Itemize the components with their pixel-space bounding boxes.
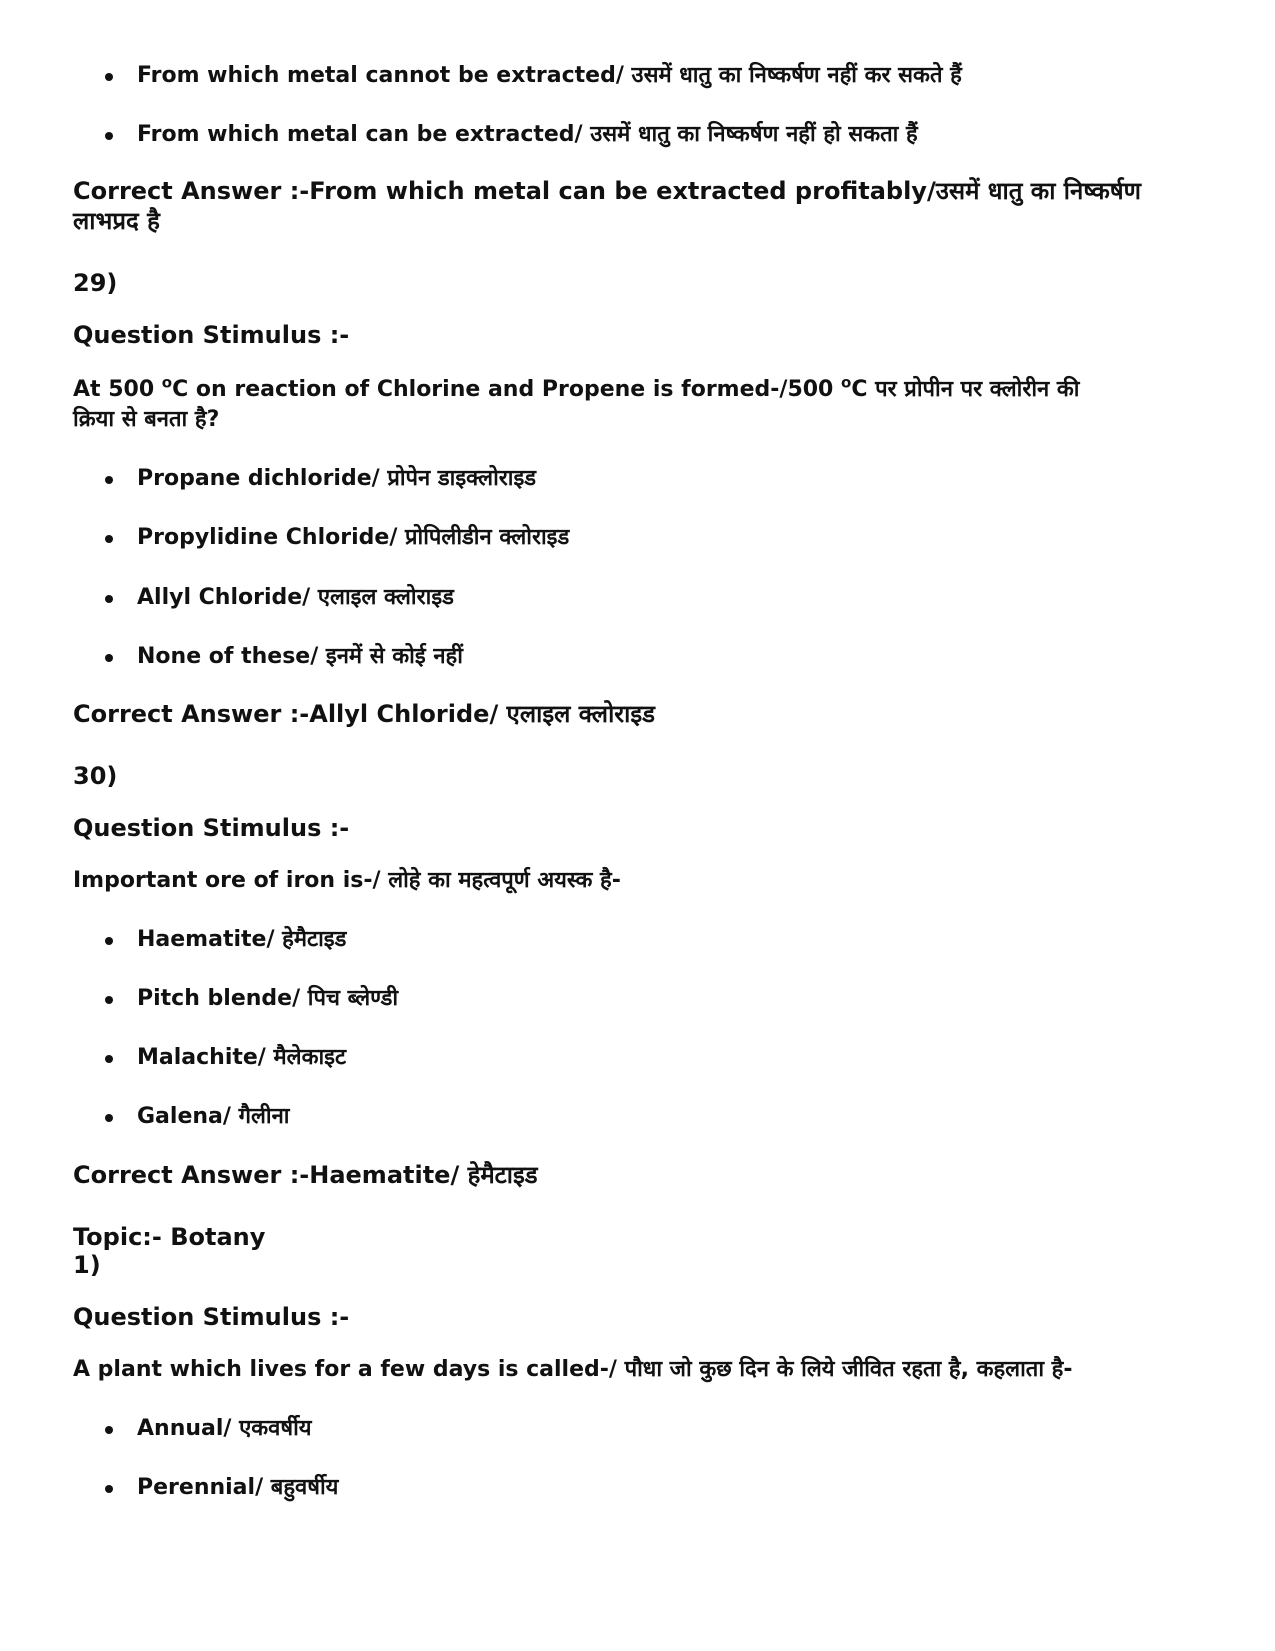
question-stimulus-label: Question Stimulus :- <box>73 814 350 842</box>
bullet-icon <box>105 1426 113 1434</box>
topic-heading: Topic:- Botany <box>73 1223 266 1251</box>
option-text: Pitch blende/ पिच ब्लेण्डी <box>137 986 399 1011</box>
bullet-icon <box>105 654 113 662</box>
option-text: Propylidine Chloride/ प्रोपिलीडीन क्लोराइड <box>137 525 570 550</box>
bullet-icon <box>105 996 113 1004</box>
correct-answer: Correct Answer :-Allyl Chloride/ एलाइल क्लोराइड <box>73 700 655 728</box>
bullet-icon <box>105 1114 113 1122</box>
option-text: Galena/ गैलीना <box>137 1104 290 1129</box>
bullet-icon <box>105 1485 113 1493</box>
question-text: A plant which lives for a few days is called-/ पौधा जो कुछ दिन के लिये जीवित रहता है, कहलाता है- <box>73 1357 1073 1382</box>
option-text: Annual/ एकवर्षीय <box>137 1416 312 1441</box>
bullet-icon <box>105 73 113 81</box>
option-text: Perennial/ बहुवर्षीय <box>137 1475 339 1500</box>
correct-answer: Correct Answer :-Haematite/ हेमैटाइड <box>73 1161 538 1189</box>
bullet-icon <box>105 476 113 484</box>
bullet-icon <box>105 595 113 603</box>
option-text: None of these/ इनमें से कोई नहीं <box>137 644 463 669</box>
question-text: At 500 $^o$C on reaction of Chlorine and Propene is formed-/500 $^o$C पर प्रोपीन पर क्लोरीन की <box>73 373 1080 402</box>
option-text: Malachite/ मैलेकाइट <box>137 1045 347 1070</box>
correct-answer: Correct Answer :-From which metal can be extracted profitably/उसमें धातु का निष्कर्षण <box>73 177 1141 205</box>
correct-answer-cont: लाभप्रद है <box>73 207 160 235</box>
option-text: From which metal can be extracted/ उसमें धातु का निष्कर्षण नहीं हो सकता हैं <box>137 122 918 147</box>
question-text-cont: क्रिया से बनता है? <box>73 407 220 432</box>
question-number: 1) <box>73 1251 101 1279</box>
option-text: Allyl Chloride/ एलाइल क्लोराइड <box>137 585 454 610</box>
bullet-icon <box>105 937 113 945</box>
option-text: Propane dichloride/ प्रोपेन डाइक्लोराइड <box>137 466 537 491</box>
bullet-icon <box>105 535 113 543</box>
question-number: 30) <box>73 762 118 790</box>
question-stimulus-label: Question Stimulus :- <box>73 321 350 349</box>
option-text: From which metal cannot be extracted/ उसमें धातु का निष्कर्षण नहीं कर सकते हैं <box>137 63 962 88</box>
option-text: Haematite/ हेमैटाइड <box>137 927 347 952</box>
question-number: 29) <box>73 269 118 297</box>
bullet-icon <box>105 1055 113 1063</box>
bullet-icon <box>105 132 113 140</box>
question-stimulus-label: Question Stimulus :- <box>73 1303 350 1331</box>
question-text: Important ore of iron is-/ लोहे का महत्वपूर्ण अयस्क है- <box>73 868 621 893</box>
